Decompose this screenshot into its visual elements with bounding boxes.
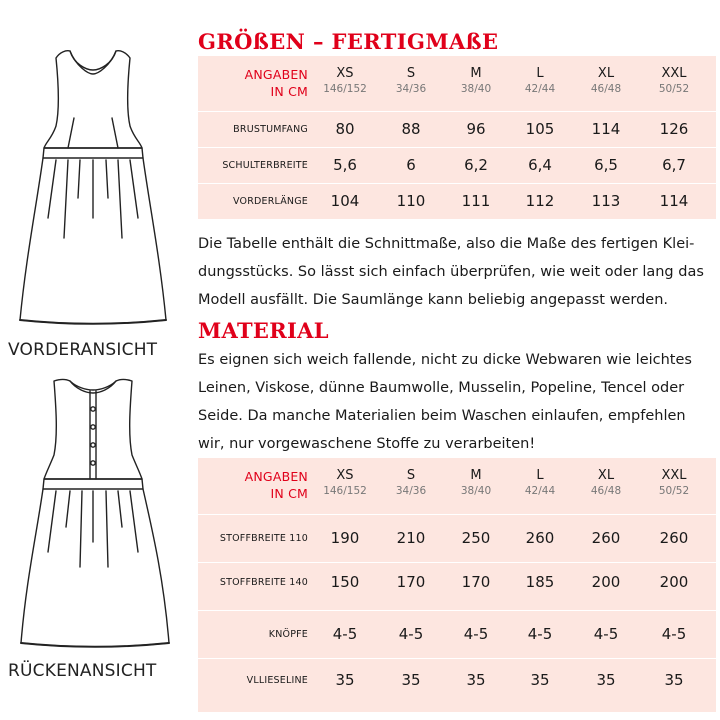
table-cell: 80 <box>335 120 355 138</box>
table-cell: 96 <box>466 120 486 138</box>
size-note-paragraph: Die Tabelle enthält die Schnittmaße, also die Maße des fertigen Klei-dungsstücks. So lässt sich einfach überprüfen, wie weit oder lang das Modell ausfällt. Die Saumlänge kann beliebig angepasst werden. <box>198 236 704 308</box>
table-cell: 170 <box>461 573 491 591</box>
size-column-header: XXL 50/52 <box>658 468 690 497</box>
table-cell: 88 <box>401 120 421 138</box>
back-dress-sketch <box>20 377 170 649</box>
table-cell: 4-5 <box>593 625 619 643</box>
table-cell: 6,2 <box>464 156 488 174</box>
table-cell: 250 <box>461 529 491 547</box>
table-cell: 105 <box>525 120 555 138</box>
table-cell: 35 <box>335 671 355 689</box>
row-label: STOFFBREITE 140 <box>219 577 308 588</box>
table-cell: 114 <box>659 192 689 210</box>
table-row <box>198 658 716 712</box>
size-column-header: XL 46/48 <box>590 468 622 497</box>
table-cell: 35 <box>401 671 421 689</box>
table-cell: 104 <box>330 192 360 210</box>
table-row <box>198 514 716 562</box>
size-column-header: M 38/40 <box>460 66 492 95</box>
table-cell: 210 <box>396 529 426 547</box>
table-cell: 35 <box>466 671 486 689</box>
table-cell: 35 <box>530 671 550 689</box>
table-cell: 260 <box>591 529 621 547</box>
front-view-label: VORDERANSICHT <box>8 340 158 360</box>
table-row <box>198 562 716 610</box>
table-cell: 6,4 <box>528 156 552 174</box>
material-table <box>198 458 716 712</box>
table-header-label: ANGABEN IN CM <box>244 469 308 501</box>
row-label: SCHULTERBREITE <box>222 160 308 171</box>
size-column-header: M 38/40 <box>460 468 492 497</box>
table-cell: 6,5 <box>594 156 618 174</box>
table-cell: 4-5 <box>463 625 489 643</box>
table-cell: 113 <box>591 192 621 210</box>
table-cell: 260 <box>659 529 689 547</box>
table-cell: 4-5 <box>527 625 553 643</box>
table-cell: 35 <box>664 671 684 689</box>
size-column-header: S 34/36 <box>395 66 427 95</box>
table-cell: 5,6 <box>333 156 357 174</box>
table-cell: 190 <box>330 529 360 547</box>
table-row <box>198 147 716 183</box>
size-column-header: XS 146/152 <box>323 468 367 497</box>
table-cell: 170 <box>396 573 426 591</box>
table-row <box>198 610 716 658</box>
table-cell: 200 <box>591 573 621 591</box>
row-label: STOFFBREITE 110 <box>219 533 308 544</box>
table-cell: 6,7 <box>662 156 686 174</box>
row-label: VLLIESELINE <box>246 675 308 686</box>
material-heading: MATERIAL <box>198 318 329 343</box>
material-paragraph: Es eignen sich weich fallende, nicht zu dicke Webwaren wie leichtes Leinen, Viskose, dünne Baumwolle, Musselin, Popeline, Tencel oder Seide. Da manche Materialien beim Waschen einlaufen, empfehlen wir, nur vorgewaschene Stoffe zu verarbeiten! <box>198 352 692 452</box>
row-label: KNÖPFE <box>268 629 308 640</box>
table-header-label: ANGABEN IN CM <box>244 67 308 99</box>
table-cell: 4-5 <box>332 625 358 643</box>
size-column-header: XXL 50/52 <box>658 66 690 95</box>
table-cell: 4-5 <box>398 625 424 643</box>
size-column-header: L 42/44 <box>524 468 556 497</box>
size-table <box>198 56 716 219</box>
table-row <box>198 183 716 219</box>
table-cell: 126 <box>659 120 689 138</box>
table-header-row <box>198 56 716 106</box>
table-header-row <box>198 458 716 512</box>
table-cell: 110 <box>396 192 426 210</box>
front-dress-sketch <box>18 48 168 326</box>
table-cell: 185 <box>525 573 555 591</box>
size-column-header: S 34/36 <box>395 468 427 497</box>
size-column-header: L 42/44 <box>524 66 556 95</box>
table-cell: 150 <box>330 573 360 591</box>
table-cell: 4-5 <box>661 625 687 643</box>
illustration-column <box>0 0 190 720</box>
table-cell: 6 <box>406 156 416 174</box>
size-column-header: XL 46/48 <box>590 66 622 95</box>
row-label: VORDERLÄNGE <box>232 196 308 207</box>
row-label: BRUSTUMFANG <box>233 124 308 135</box>
table-cell: 114 <box>591 120 621 138</box>
table-cell: 112 <box>525 192 555 210</box>
size-column-header: XS 146/152 <box>323 66 367 95</box>
size-table-heading: GRÖßEN – FERTIGMAßE <box>198 29 499 54</box>
table-cell: 260 <box>525 529 555 547</box>
table-cell: 200 <box>659 573 689 591</box>
back-view-label: RÜCKENANSICHT <box>8 661 157 681</box>
table-cell: 111 <box>461 192 491 210</box>
table-row <box>198 111 716 147</box>
table-cell: 35 <box>596 671 616 689</box>
